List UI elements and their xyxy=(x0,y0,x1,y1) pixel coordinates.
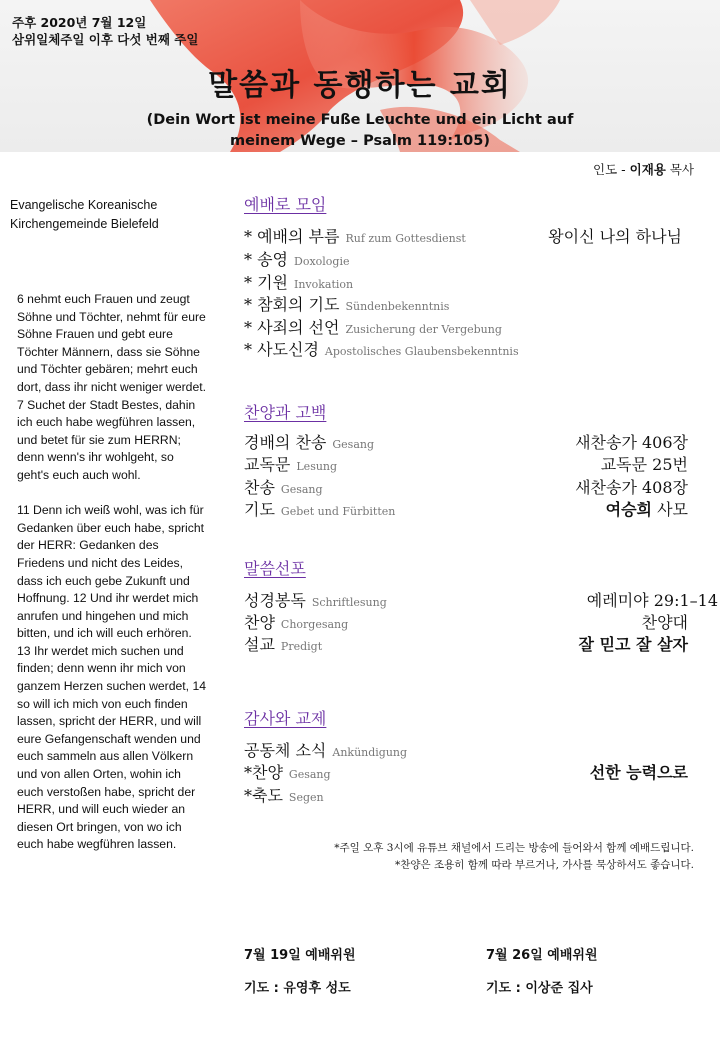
order-item xyxy=(244,760,688,782)
item-german: Apostolisches Glaubensbekenntnis xyxy=(324,345,519,358)
prayer-leader-name: 여승희 xyxy=(605,500,652,519)
section-title-sermon: 말씀선포 xyxy=(244,559,306,578)
item-korean: 교독문 xyxy=(244,455,291,474)
item-value: 예레미야 29:1–14 xyxy=(586,591,718,610)
duty-right-title: 7월 26일 예배위원 xyxy=(486,948,598,963)
order-item xyxy=(244,247,688,269)
item-german: Gesang xyxy=(280,483,323,496)
duty-left-prayer: 기도 : 유영후 성도 xyxy=(244,981,351,996)
item-korean: 성경봉독 xyxy=(244,591,306,610)
subtitle-line-2: meinem Wege – Psalm 119:105) xyxy=(230,133,490,149)
order-item xyxy=(244,610,688,632)
item-value: 왕이신 나의 하나님 xyxy=(548,227,682,246)
item-korean: 경배의 찬송 xyxy=(244,433,327,452)
item-korean: *축도 xyxy=(244,786,283,805)
leader-name: 이재용 xyxy=(629,162,666,177)
church-name-line-1: Evangelische Koreanische xyxy=(10,198,158,212)
date-line: 주후 2020년 7월 12일 xyxy=(12,15,147,30)
item-german: Ankündigung xyxy=(332,746,408,759)
item-korean: 공동체 소식 xyxy=(244,741,327,760)
order-item xyxy=(244,497,688,519)
order-item xyxy=(244,738,688,760)
scripture-text xyxy=(17,291,207,872)
order-item xyxy=(244,452,688,474)
item-korean: 설교 xyxy=(244,635,275,654)
item-german: Gebet und Fürbitten xyxy=(280,505,396,518)
item-korean: * 예배의 부름 xyxy=(244,227,340,246)
order-item xyxy=(244,783,688,805)
prayer-leader-title: 사모 xyxy=(652,500,688,519)
service-leader xyxy=(593,160,694,178)
leader-role: 인도 - xyxy=(593,162,630,177)
sunday-name: 삼위일체주일 이후 다섯 번째 주일 xyxy=(12,32,199,47)
item-german: Doxologie xyxy=(294,255,350,268)
item-korean: 찬송 xyxy=(244,478,275,497)
order-item xyxy=(244,315,688,337)
item-german: Lesung xyxy=(296,460,338,473)
scripture-paragraph-2: 11 Denn ich weiß wohl, was ich für Gedanken über euch habe, spricht der HERR: Gedanken des Friedens und nicht des Leides, dass ich euch gebe Zukunft und Hoffnung. 12 Und ihr werdet mich anrufen und hingehen und mich bitten, und ich will euch erhören. 13 Ihr werdet mich suchen und finden; denn wenn ihr mich von ganzem Herzen suchen werdet, 14 so will ich mich von euch finden lassen, spricht der HERR, und will eure Gefangenschaft wenden und euch sammeln aus allen Völkern und von allen Orten, wohin ich euch verstoßen habe, spricht der HERR, und will euch wieder an diesen Ort bringen, von wo ich euch habe wegführen lassen. xyxy=(17,503,207,852)
item-korean: * 사죄의 선언 xyxy=(244,318,340,337)
item-korean: 찬양 xyxy=(244,613,275,632)
item-german: Ruf zum Gottesdienst xyxy=(345,232,466,245)
item-korean: *찬양 xyxy=(244,763,283,782)
note-line-2: *찬양은 조용히 함께 따라 부르거나, 가사를 묵상하셔도 좋습니다. xyxy=(394,859,694,871)
item-german: Sündenbekenntnis xyxy=(345,300,450,313)
church-name xyxy=(10,196,210,234)
order-item xyxy=(244,475,688,497)
order-item xyxy=(244,292,688,314)
item-german: Invokation xyxy=(294,278,354,291)
item-value: 찬양대 xyxy=(641,613,688,632)
item-value xyxy=(606,497,688,520)
song-title: 선한 능력으로 xyxy=(589,763,688,782)
item-korean: * 기원 xyxy=(244,273,288,292)
section-title-praise: 찬양과 고백 xyxy=(244,403,327,422)
order-item xyxy=(244,270,688,292)
subtitle xyxy=(140,110,580,152)
order-item xyxy=(244,430,688,452)
order-item xyxy=(244,632,688,654)
leader-title: 목사 xyxy=(665,162,694,177)
item-german: Schriftlesung xyxy=(311,596,387,609)
item-korean: * 송영 xyxy=(244,250,288,269)
item-german: Predigt xyxy=(280,640,323,653)
duty-right-prayer: 기도 : 이상준 집사 xyxy=(486,981,593,996)
order-item xyxy=(244,588,718,610)
section-title-gathering: 예배로 모임 xyxy=(244,195,327,214)
item-korean: * 사도신경 xyxy=(244,340,319,359)
page-title: 말씀과 동행하는 교회 xyxy=(208,68,512,103)
order-item xyxy=(244,224,688,246)
item-german: Segen xyxy=(288,791,324,804)
item-value: 새찬송가 406장 xyxy=(575,433,688,452)
item-korean: * 참회의 기도 xyxy=(244,295,340,314)
service-notes xyxy=(334,840,694,874)
item-german: Chorgesang xyxy=(280,618,349,631)
subtitle-line-1: (Dein Wort ist meine Fuße Leuchte und ein Licht auf xyxy=(146,112,574,128)
section-title-fellowship: 감사와 교제 xyxy=(244,709,327,728)
header-banner xyxy=(0,0,720,152)
sermon-title: 잘 믿고 잘 살자 xyxy=(578,635,688,654)
item-german: Gesang xyxy=(288,768,331,781)
scripture-paragraph-1: 6 nehmt euch Frauen und zeugt Söhne und Töchter, nehmt für eure Söhne Frauen und gebt eure Töchter Männern, dass sie Söhne und Töchter gebären; mehrt euch dort, dass ihr nicht weniger werdet. 7 Suchet der Stadt Bestes, dahin ich euch habe wegführen lassen, und betet für sie zum HERRN; denn wenn's ihr wohlgeht, so geht's euch auch wohl. xyxy=(17,292,206,482)
note-line-1: *주일 오후 3시에 유튜브 채널에서 드리는 방송에 들어와서 함께 예배드립니다. xyxy=(334,842,694,854)
item-korean: 기도 xyxy=(244,500,275,519)
date-block xyxy=(12,14,198,48)
order-item xyxy=(244,337,688,359)
item-german: Zusicherung der Vergebung xyxy=(345,323,502,336)
duty-left-title: 7월 19일 예배위원 xyxy=(244,948,356,963)
item-value: 교독문 25번 xyxy=(600,455,688,474)
item-german: Gesang xyxy=(332,438,375,451)
church-name-line-2: Kirchengemeinde Bielefeld xyxy=(10,217,159,231)
item-value: 새찬송가 408장 xyxy=(575,478,688,497)
